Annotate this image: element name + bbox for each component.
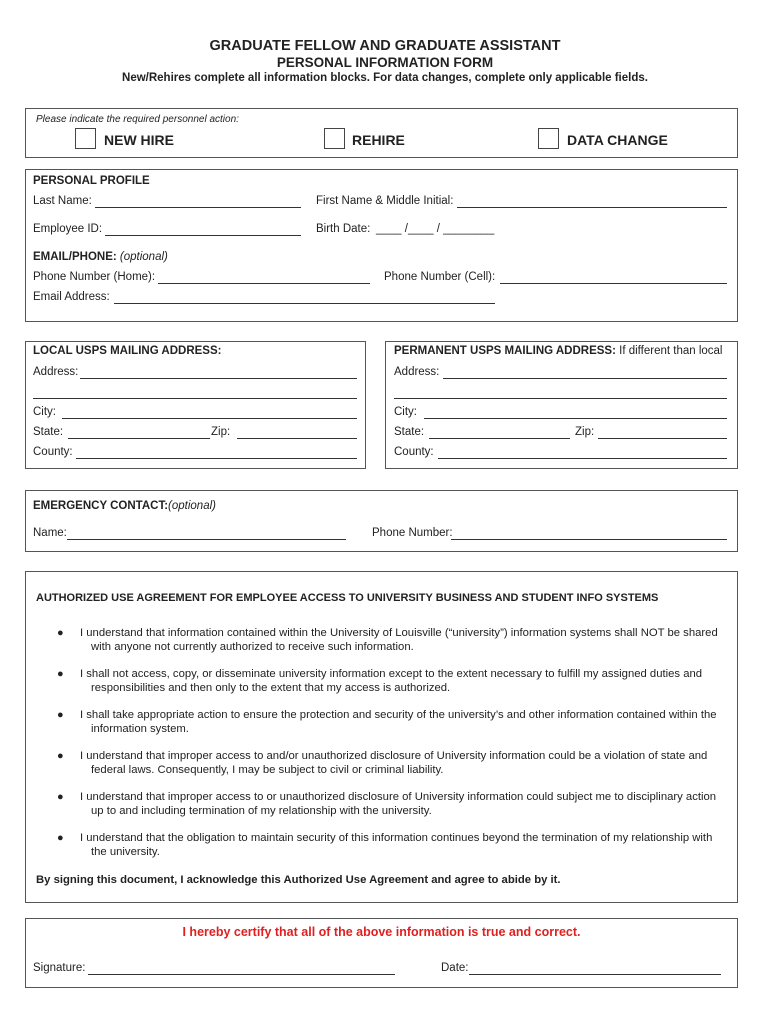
permanent-address-heading: [394, 345, 722, 357]
phone-home-label: Phone Number (Home):: [33, 271, 156, 283]
emergency-name-label: Name:: [33, 527, 67, 539]
permanent-address-line2-field[interactable]: [394, 398, 727, 399]
permanent-city-label: City:: [394, 406, 417, 418]
agreement-item-text: I shall not access, copy, or disseminate university information except to the extent necessary to fulfill my assigned duties and responsibilities and then only to the extent that my access is authorized.: [80, 668, 703, 694]
bullet-icon: ●: [57, 627, 64, 639]
local-address-box: [25, 341, 366, 469]
local-zip-label: Zip:: [211, 426, 231, 438]
employee-id-label: Employee ID:: [33, 223, 103, 235]
phone-cell-label: Phone Number (Cell):: [384, 271, 496, 283]
agreement-item: [40, 832, 730, 859]
signature-label: Signature:: [33, 962, 86, 974]
phone-cell-field[interactable]: [500, 283, 727, 284]
bullet-icon: ●: [57, 668, 64, 680]
emergency-contact-optional: (optional): [168, 500, 216, 512]
local-city-field[interactable]: [62, 418, 357, 419]
local-county-label: County:: [33, 446, 73, 458]
permanent-address-field[interactable]: [443, 378, 727, 379]
bullet-icon: ●: [57, 709, 64, 721]
bullet-icon: ●: [57, 791, 64, 803]
signature-field[interactable]: [88, 974, 395, 975]
new-hire-checkbox[interactable]: [75, 128, 96, 149]
agreement-list: [40, 627, 730, 873]
agreement-heading: AUTHORIZED USE AGREEMENT FOR EMPLOYEE ACCESS TO UNIVERSITY BUSINESS AND STUDENT INFO SYSTEMS: [36, 592, 659, 604]
permanent-state-field[interactable]: [429, 438, 570, 439]
first-name-label: First Name & Middle Initial:: [316, 195, 454, 207]
phone-home-field[interactable]: [158, 283, 370, 284]
agreement-item-text: I understand that the obligation to maintain security of this information continues beyond the termination of my relationship with the university.: [80, 832, 713, 858]
permanent-address-box: [385, 341, 738, 469]
personal-profile-box: [25, 169, 738, 322]
agreement-item: [40, 750, 730, 777]
birth-date-label: Birth Date:: [316, 223, 371, 235]
local-state-label: State:: [33, 426, 64, 438]
email-phone-optional: (optional): [119, 251, 168, 263]
agreement-item-text: I understand that improper access to and/or unauthorized disclosure of University information could be a violation of state and federal laws. Consequently, I may be subject to civil or criminal liability.: [80, 750, 708, 776]
local-state-field[interactable]: [68, 438, 210, 439]
local-zip-field[interactable]: [237, 438, 357, 439]
bullet-icon: ●: [57, 750, 64, 762]
permanent-city-field[interactable]: [424, 418, 727, 419]
form-title: GRADUATE FELLOW AND GRADUATE ASSISTANT: [209, 38, 561, 54]
form-instructions: New/Rehires complete all information blocks. For data changes, complete only applicable fields.: [122, 72, 648, 84]
emergency-phone-label: Phone Number:: [372, 527, 453, 539]
emergency-phone-field[interactable]: [451, 539, 727, 540]
personal-profile-heading: PERSONAL PROFILE: [33, 175, 150, 187]
new-hire-label: NEW HIRE: [104, 132, 174, 148]
rehire-label: REHIRE: [352, 132, 405, 148]
agreement-item-text: I understand that improper access to or unauthorized disclosure of University information could subject me to disciplinary action up to and including termination of my relationship with the university.: [80, 791, 717, 817]
agreement-item: [40, 709, 730, 736]
agreement-item: [40, 627, 730, 654]
agreement-item: [40, 791, 730, 818]
data-change-label: DATA CHANGE: [567, 132, 668, 148]
last-name-label: Last Name:: [33, 195, 92, 207]
email-phone-heading: [33, 251, 168, 263]
rehire-checkbox[interactable]: [324, 128, 345, 149]
local-address-field[interactable]: [80, 378, 357, 379]
employee-id-field[interactable]: [105, 235, 301, 236]
permanent-zip-field[interactable]: [598, 438, 727, 439]
emergency-contact-heading-text: EMERGENCY CONTACT:: [33, 500, 169, 512]
permanent-county-label: County:: [394, 446, 434, 458]
data-change-checkbox[interactable]: [538, 128, 559, 149]
permanent-county-field[interactable]: [438, 458, 727, 459]
form-subtitle: PERSONAL INFORMATION FORM: [276, 55, 494, 70]
permanent-address-heading-text: PERMANENT USPS MAILING ADDRESS:: [394, 345, 616, 357]
certification-statement: I hereby certify that all of the above information is true and correct.: [182, 925, 581, 939]
first-name-field[interactable]: [457, 207, 727, 208]
local-county-field[interactable]: [76, 458, 357, 459]
local-address-heading: LOCAL USPS MAILING ADDRESS:: [33, 345, 222, 357]
personnel-action-prompt: Please indicate the required personnel action:: [36, 114, 239, 125]
email-field[interactable]: [114, 303, 495, 304]
emergency-name-field[interactable]: [67, 539, 346, 540]
permanent-state-label: State:: [394, 426, 425, 438]
permanent-address-note: If different than local: [619, 345, 723, 357]
last-name-field[interactable]: [95, 207, 301, 208]
local-address-line2-field[interactable]: [33, 398, 357, 399]
date-label: Date:: [441, 962, 469, 974]
emergency-contact-heading: [33, 500, 216, 512]
bullet-icon: ●: [57, 832, 64, 844]
permanent-zip-label: Zip:: [575, 426, 595, 438]
agreement-item-text: I shall take appropriate action to ensure the protection and security of the university’s and other information contained within the information system.: [80, 709, 717, 735]
agreement-closing: By signing this document, I acknowledge this Authorized Use Agreement and agree to abide by it.: [36, 874, 561, 886]
agreement-item-text: I understand that information contained within the University of Louisville (“university”) information systems shall NOT be shared with anyone not currently authorized to receive such information.: [80, 627, 718, 653]
date-field[interactable]: [469, 974, 721, 975]
birth-date-field[interactable]: ____ /____ / ________: [376, 223, 495, 235]
local-address-label: Address:: [33, 366, 79, 378]
email-label: Email Address:: [33, 291, 110, 303]
email-phone-heading-text: EMAIL/PHONE:: [33, 251, 117, 263]
local-city-label: City:: [33, 406, 56, 418]
agreement-item: [40, 668, 730, 695]
permanent-address-label: Address:: [394, 366, 440, 378]
